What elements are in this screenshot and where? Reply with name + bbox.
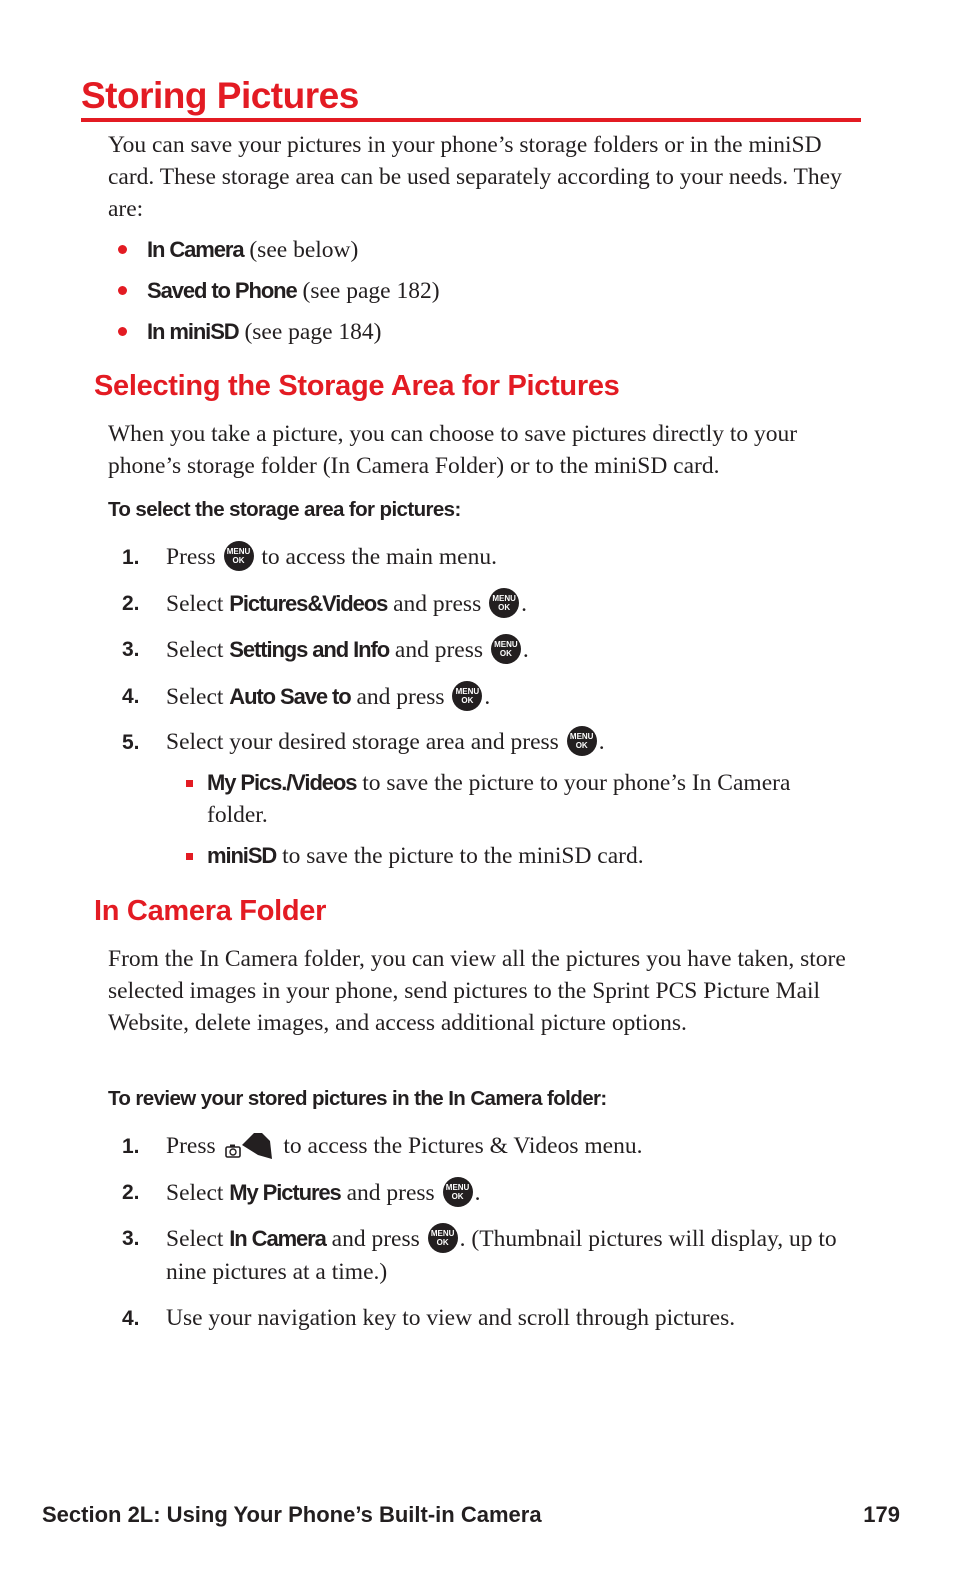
bullet-dot bbox=[118, 327, 127, 336]
step-number: 4. bbox=[122, 1307, 140, 1330]
list-item bbox=[118, 229, 440, 270]
item-text: (see below) bbox=[243, 236, 359, 263]
section-heading-storage-area: Selecting the Storage Area for Pictures bbox=[94, 370, 620, 402]
page-title: Storing Pictures bbox=[81, 74, 861, 122]
section2-instruction: To review your stored pictures in the In Camera folder: bbox=[108, 1087, 607, 1110]
step-number: 5. bbox=[122, 731, 140, 754]
menu-ok-key-icon: MENU OK bbox=[428, 1223, 458, 1253]
step-number: 3. bbox=[122, 638, 140, 661]
step-text: Select My Pictures and press MENU OK . bbox=[166, 1176, 866, 1210]
menu-ok-key-icon: MENU OK bbox=[567, 726, 597, 756]
item-text: (see page 184) bbox=[238, 318, 382, 345]
manual-page: Storing Pictures You can save your pictures in your phone’s storage folders or in the miniSD card. These storage area can be used separately according to your needs. They are: In Camera (see below) Saved to Phone (see page 182) In miniSD (see page 184) Selecting the Storage Area for Pictures When you take a picture, you can choose to save pictures directly to your phone’s storage folder (In Camera Folder) or to the miniSD card. To select the storage area for pictures: 1. Press MENU OK to access the main menu. 2. Select Pictures&Videos and press MENU OK . 3. Select Settings and Info and press MENU OK . 4. Select Auto Save to and press MENU OK . 5. Select your desired storage area and press MENU OK . My Pics./Videos to save the picture to your phone’s In Camera folder. miniSD to save the picture to the miniSD card. In Camera Folder From the In Camera folder, you can view all the pictures you have taken, store selected images in your phone, send pictures to the Sprint PCS Picture Mail Website, delete images, and access additional picture options. To review your stored pictures in the In Camera folder: 1. Press to access the Pictures & Videos menu. 2. Select My Pictures and press MENU OK . 3. Select In Camera and press MENU OK . (Thumbnail pictures will display, up to nine pictures at a time.) 4. Use your navigation key to view and scroll through pictures. Section 2L: Using Your Phone’s Built-in Camera 179 bbox=[42, 75, 900, 1527]
item-label: Saved to Phone bbox=[147, 277, 297, 303]
step-text: Press to access the Pictures & Videos menu. bbox=[166, 1133, 643, 1159]
section1-instruction: To select the storage area for pictures: bbox=[108, 498, 461, 521]
section-heading-in-camera-folder: In Camera Folder bbox=[94, 895, 327, 927]
item-label: In Camera bbox=[147, 236, 244, 262]
section2-paragraph: From the In Camera folder, you can view all the pictures you have taken, store selected images in your phone, send pictures to the Sprint PCS Picture Mail Website, delete images, and access additional picture options. bbox=[108, 946, 846, 1036]
item-label: In miniSD bbox=[147, 318, 239, 344]
menu-ok-key-icon: MENU OK bbox=[489, 588, 519, 618]
item-text: (see page 182) bbox=[296, 277, 440, 304]
bullet-square bbox=[186, 853, 193, 860]
section1-paragraph: When you take a picture, you can choose to save pictures directly to your phone’s storage folder (In Camera Folder) or to the miniSD card. bbox=[108, 421, 798, 479]
step-text: Select Pictures&Videos and press MENU OK . bbox=[166, 587, 866, 621]
footer-section-title: Section 2L: Using Your Phone’s Built-in Camera bbox=[42, 1502, 542, 1527]
bullet-dot bbox=[118, 286, 127, 295]
storage-list bbox=[118, 229, 440, 352]
camera-key-icon bbox=[224, 1131, 274, 1161]
step-number: 2. bbox=[122, 1181, 140, 1204]
menu-ok-key-icon: MENU OK bbox=[443, 1177, 473, 1207]
step-text: Select Auto Save to and press MENU OK . bbox=[166, 680, 866, 714]
list-item bbox=[118, 311, 440, 352]
step-number: 4. bbox=[122, 685, 140, 708]
step-text: Press MENU OK to access the main menu. bbox=[166, 541, 866, 574]
step-text: Select In Camera and press MENU OK . (Thumbnail pictures will display, up to nine pictures at a time.) bbox=[166, 1222, 866, 1289]
intro-paragraph: You can save your pictures in your phone’s storage folders or in the miniSD card. These storage area can be used separately according to your needs. They are: bbox=[108, 132, 842, 222]
menu-ok-key-icon: MENU OK bbox=[491, 634, 521, 664]
step-number: 2. bbox=[122, 592, 140, 615]
bullet-square bbox=[186, 780, 193, 787]
bullet-dot bbox=[118, 245, 127, 254]
page-number: 179 bbox=[863, 1502, 900, 1527]
step-text: Use your navigation key to view and scroll through pictures. bbox=[166, 1305, 736, 1331]
list-item bbox=[118, 270, 440, 311]
step-number: 3. bbox=[122, 1227, 140, 1250]
step-text: Select your desired storage area and press MENU OK . bbox=[166, 726, 866, 759]
menu-ok-key-icon: MENU OK bbox=[452, 681, 482, 711]
menu-ok-key-icon: MENU OK bbox=[224, 541, 254, 571]
step-number: 1. bbox=[122, 1135, 140, 1158]
step-number: 1. bbox=[122, 546, 140, 569]
step-text: Select Settings and Info and press MENU OK . bbox=[166, 633, 866, 667]
